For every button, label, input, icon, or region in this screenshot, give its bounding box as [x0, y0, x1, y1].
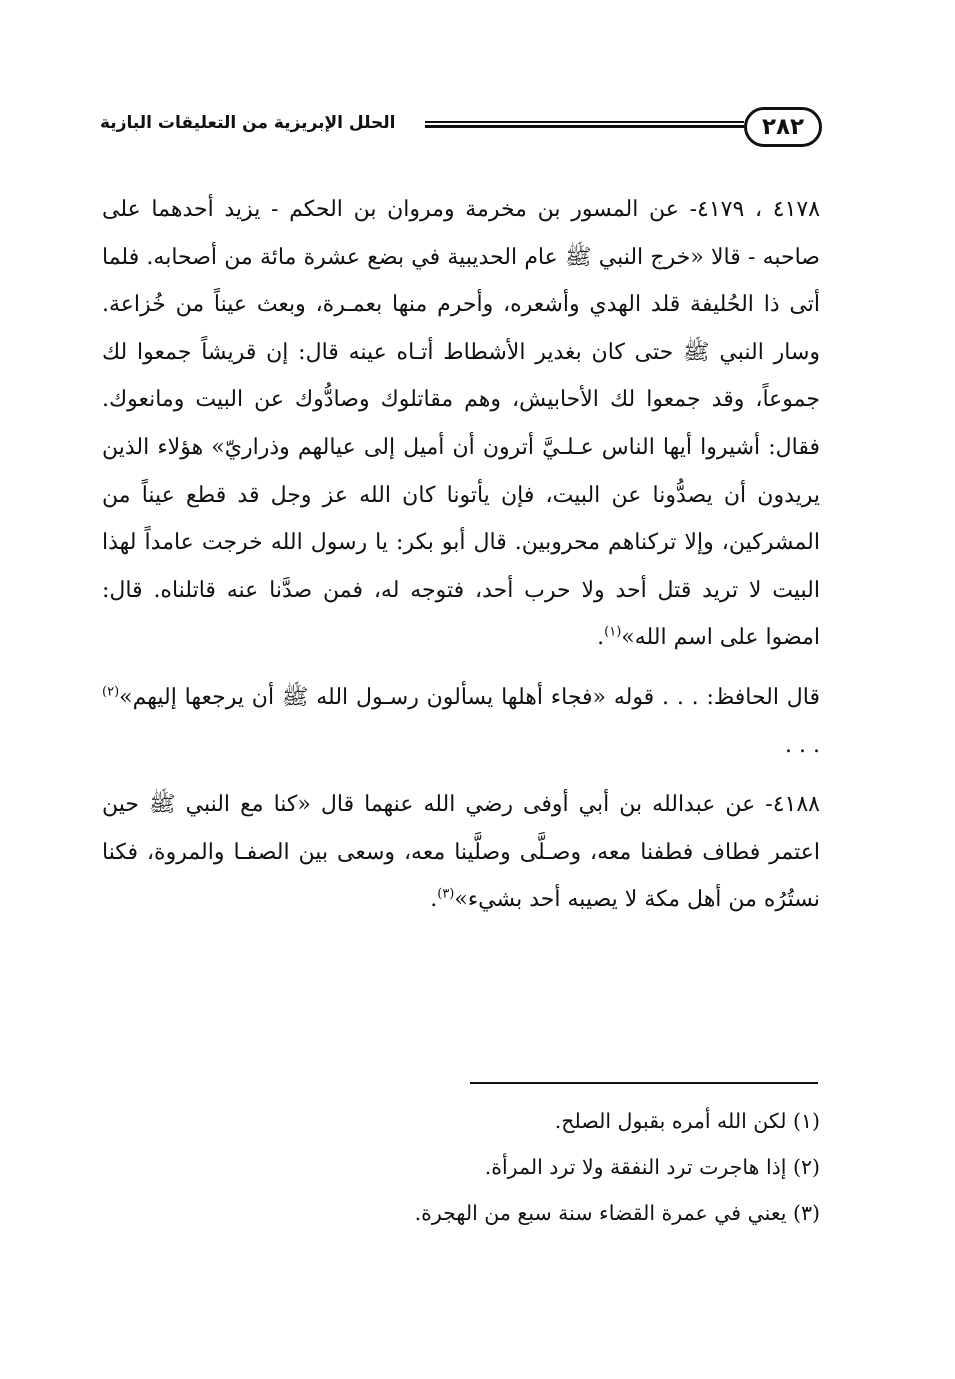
- paragraph-text: قال الحافظ: . . . قوله «فجاء أهلها يسألون رسـول الله ﷺ أن يرجعها إليهم»: [119, 684, 820, 710]
- hadith-paragraph-4188: [102, 781, 820, 924]
- footnote-3: (٣) يعني في عمرة القضاء سنة سبع من الهجرة.: [414, 1201, 820, 1225]
- footnote-ref[interactable]: (٣): [437, 886, 455, 902]
- paragraph-text: ٤١٧٨ ، ٤١٧٩- عن المسور بن مخرمة ومروان بن الحكم - يزيد أحدهما على صاحبه - قالا «خرج النبي ﷺ عام الحديبية في بضع عشرة مائة من أصحابه. فلما أتى ذا الحُليفة قلد الهدي وأشعره، وأحرم منها بعمـرة، وبعث عيناً من خُزاعة. وسار النبي ﷺ حتى كان بغدير الأشطاط أتـاه عينه قال: إن قريشاً جمعوا لك جموعاً، وقد جمعوا لك الأحابيش، وهم مقاتلوك وصادُّوك عن البيت ومانعوك. فقال: أشيروا أيها الناس عـلـيَّ أترون أن أميل إلى عيالهم وذراريّ» هؤلاء الذين يريدون أن يصدُّونا عن البيت، فإن يأتونا كان الله عز وجل قد قطع عيناً من المشركين، وإلا تركناهم محروبين. قال أبو بكر: يا رسول الله خرجت عامداً لهذا البيت لا تريد قتل أحد ولا حرب أحد، فتوجه له، فمن صدَّنا عنه قاتلناه. قال: امضوا على اسم الله»: [102, 197, 821, 651]
- main-text: [102, 186, 820, 924]
- footnote-1: (١) لكن الله أمره بقبول الصلح.: [554, 1109, 820, 1133]
- paragraph-end: .: [430, 887, 438, 913]
- page-number: ٢٨٢: [744, 107, 822, 147]
- paragraph-end: .: [597, 625, 605, 651]
- hadith-paragraph-4178: [102, 186, 820, 662]
- paragraph-text: ٤١٨٨- عن عبدالله بن أبي أوفى رضي الله عنهما قال «كنا مع النبي ﷺ حين اعتمر فطاف فطفنا معه، وصـلَّى وصلَّينا معه، وسعى بين الصفـا والمروة، فكنا نستُرُه من أهل مكة لا يصيبه أحد بشيء»: [102, 792, 820, 913]
- footnote-2: (٢) إذا هاجرت ترد النفقة ولا ترد المرأة.: [484, 1155, 820, 1179]
- paragraph-end: . . .: [785, 732, 820, 758]
- footnote-ref[interactable]: (١): [604, 625, 622, 641]
- footnotes: [120, 1098, 820, 1236]
- header-double-rule: [425, 121, 744, 128]
- running-title: الحلل الإبريزية من التعليقات البازية: [100, 113, 396, 133]
- footnote-separator: [470, 1082, 818, 1084]
- footnote-ref[interactable]: (٢): [102, 684, 120, 700]
- page-header: [100, 103, 822, 153]
- hafiz-comment-paragraph: [102, 674, 820, 769]
